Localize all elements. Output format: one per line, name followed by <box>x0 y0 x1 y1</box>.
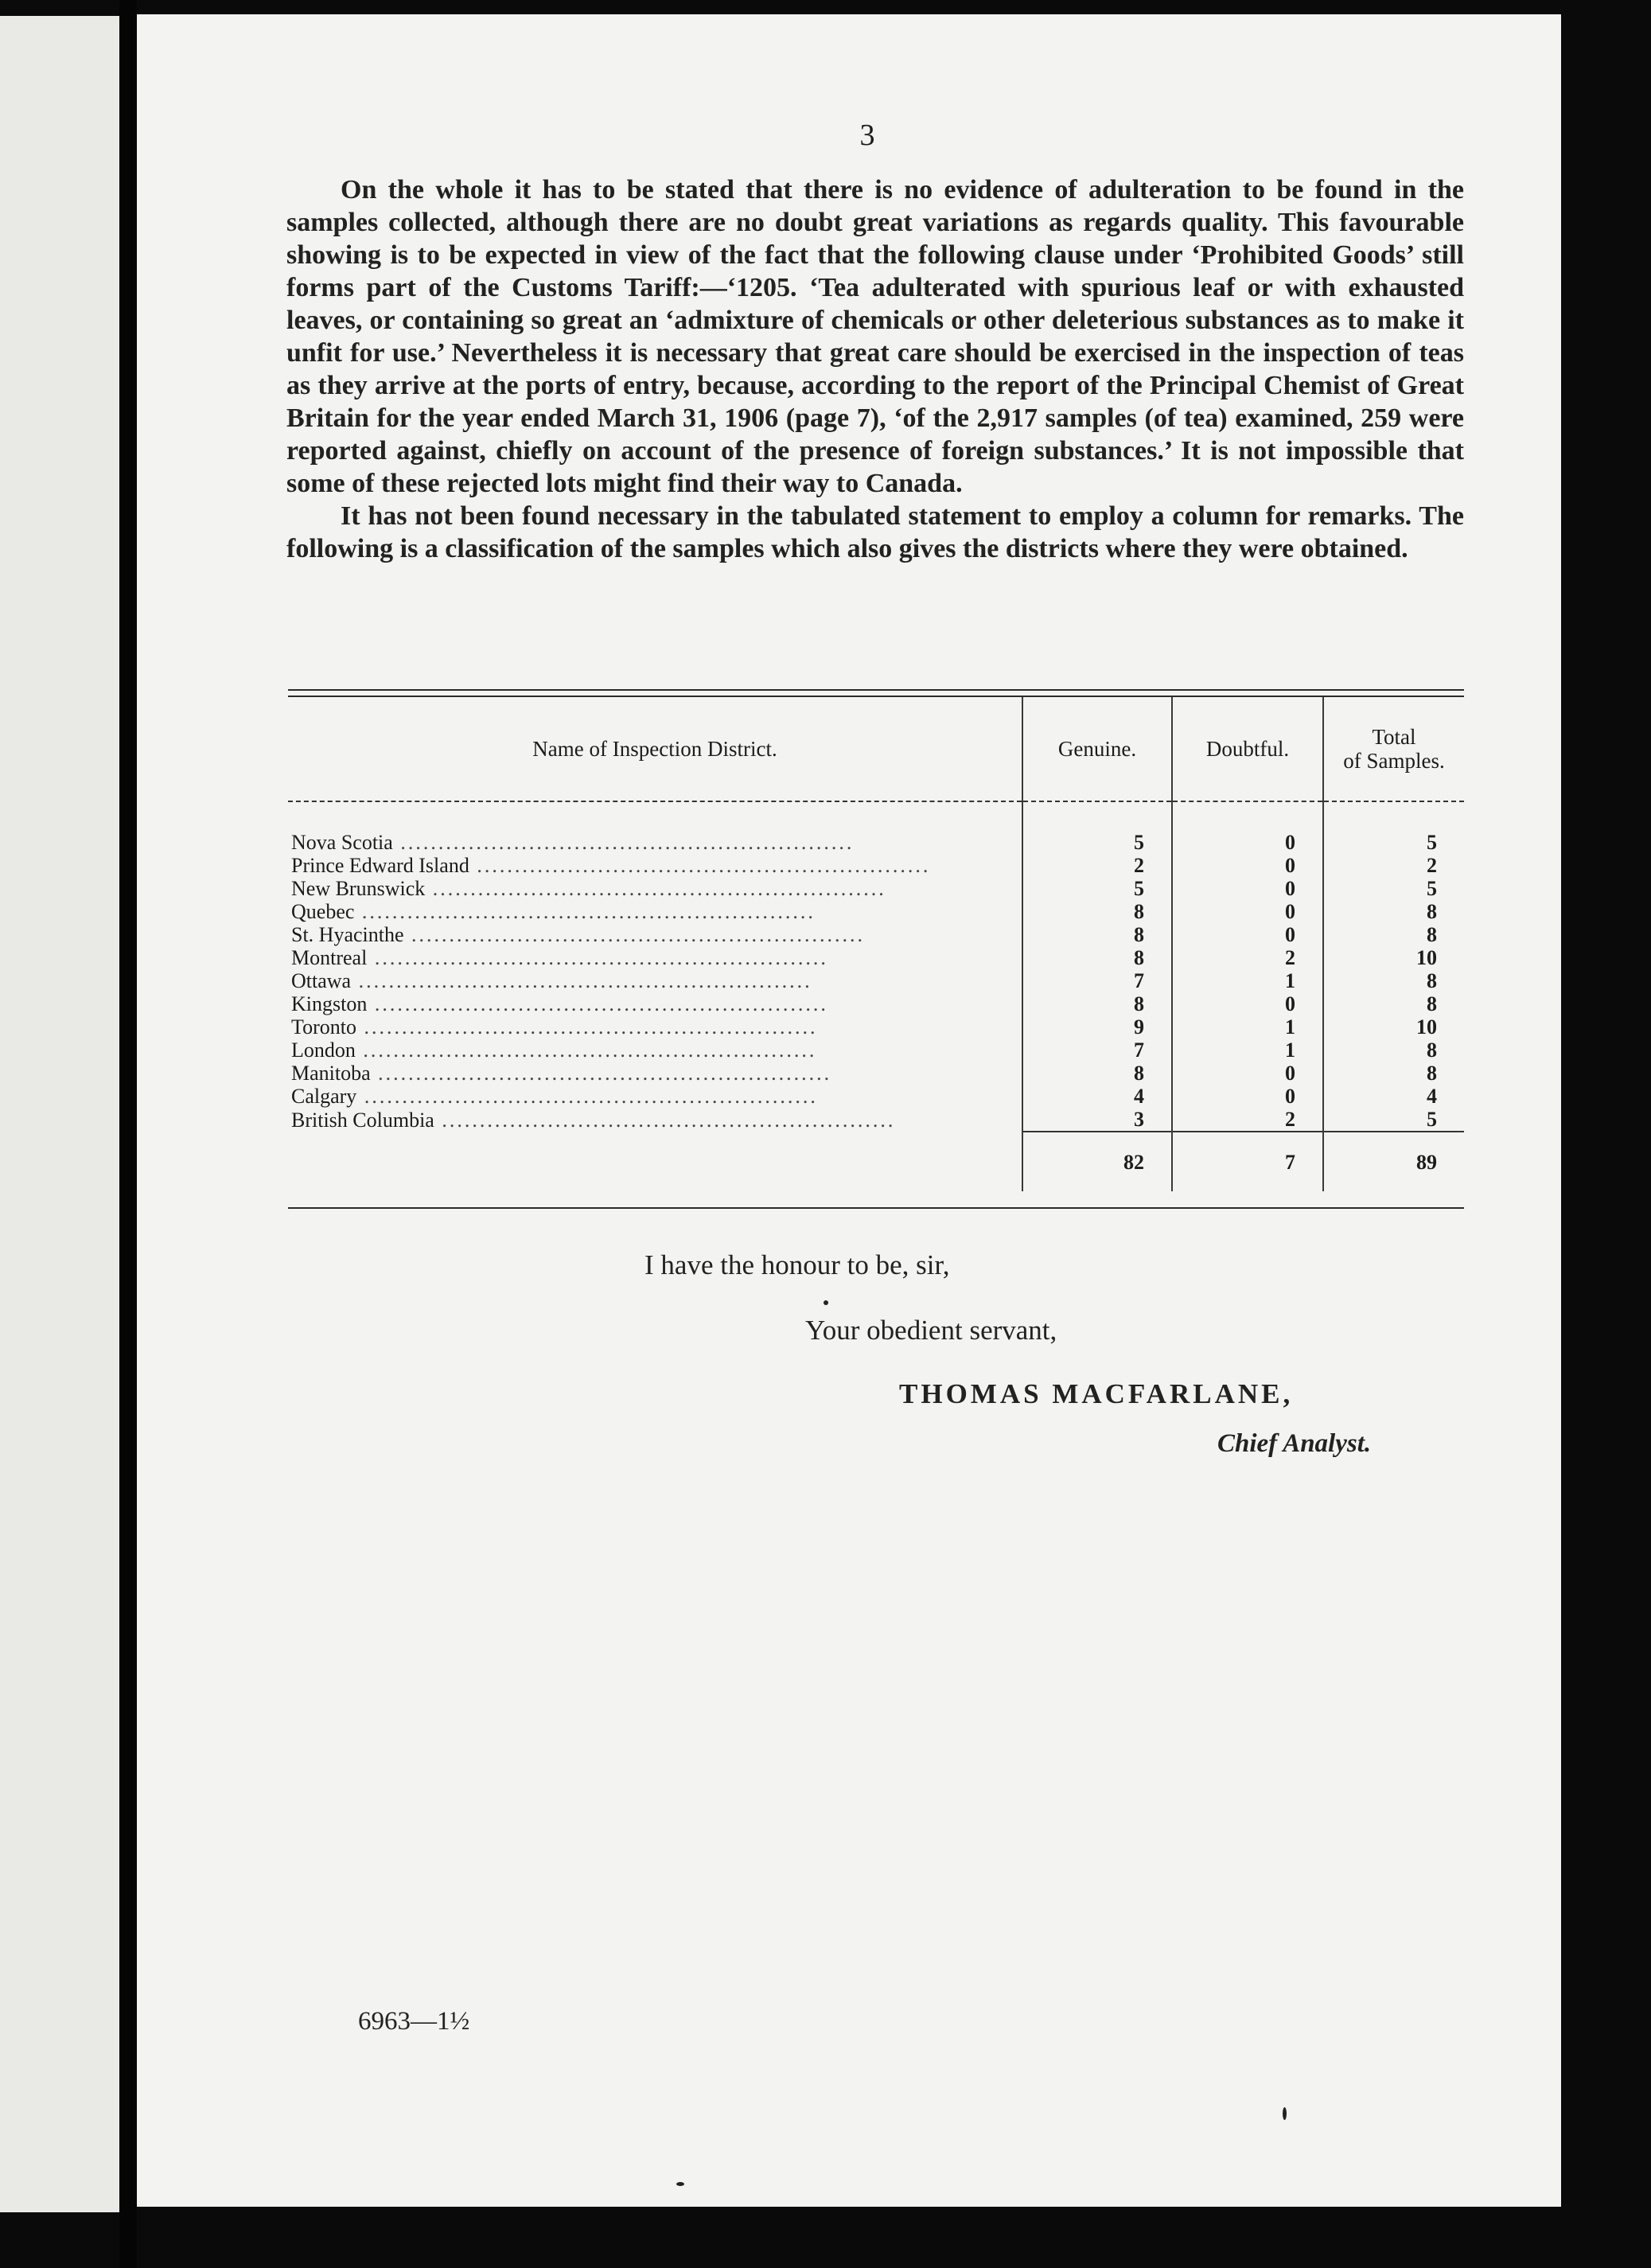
table-row <box>288 1015 1464 1039</box>
genuine-cell: 8 <box>1022 923 1172 946</box>
total-cell: 8 <box>1323 1039 1464 1062</box>
total-genuine-cell: 82 <box>1022 1132 1172 1191</box>
table-top-rule <box>288 689 1464 691</box>
table-row <box>288 900 1464 923</box>
district-name: Montreal <box>291 946 368 969</box>
genuine-cell: 3 <box>1022 1108 1172 1132</box>
district-name: British Columbia <box>291 1108 434 1132</box>
total-cell: 10 <box>1323 1015 1464 1039</box>
total-cell: 8 <box>1323 923 1464 946</box>
district-cell <box>288 1108 1022 1132</box>
district-name: London <box>291 1039 356 1062</box>
district-name: Prince Edward Island <box>291 854 469 877</box>
valediction: Your obedient servant, <box>805 1315 1057 1346</box>
leader-dots: ............................................................ <box>469 854 931 877</box>
leader-dots: ............................................................ <box>356 1085 818 1108</box>
totals-label-cell <box>288 1132 1022 1191</box>
doubtful-cell: 0 <box>1172 1062 1323 1085</box>
district-name: New Brunswick <box>291 877 426 900</box>
header-district: Name of Inspection District. <box>288 697 1022 801</box>
samples-table <box>288 697 1464 1191</box>
signature-title: Chief Analyst. <box>1217 1429 1372 1458</box>
district-cell <box>288 969 1022 992</box>
district-cell <box>288 1015 1022 1039</box>
ink-speck <box>824 1300 828 1305</box>
doubtful-cell: 2 <box>1172 946 1323 969</box>
genuine-cell: 8 <box>1022 992 1172 1015</box>
table-row <box>288 854 1464 877</box>
genuine-cell: 4 <box>1022 1085 1172 1108</box>
book-gutter <box>119 0 137 2268</box>
district-cell <box>288 992 1022 1015</box>
leader-dots: ............................................................ <box>351 969 812 992</box>
leader-dots: ............................................................ <box>392 831 855 854</box>
table-row <box>288 1085 1464 1108</box>
doubtful-cell: 0 <box>1172 1085 1323 1108</box>
genuine-cell: 8 <box>1022 900 1172 923</box>
district-cell <box>288 946 1022 969</box>
doubtful-cell: 1 <box>1172 969 1323 992</box>
doubtful-cell: 0 <box>1172 877 1323 900</box>
district-name: Calgary <box>291 1085 357 1108</box>
district-name: Quebec <box>291 900 355 923</box>
total-cell: 5 <box>1323 1108 1464 1132</box>
header-total <box>1323 697 1464 801</box>
genuine-cell: 2 <box>1022 854 1172 877</box>
district-name: Manitoba <box>291 1062 371 1085</box>
header-total-line2: of Samples. <box>1343 749 1445 773</box>
leader-dots: ............................................................ <box>356 1015 818 1039</box>
genuine-cell: 5 <box>1022 877 1172 900</box>
table-bottom-rule <box>288 1207 1464 1209</box>
table-row <box>288 877 1464 900</box>
body-text <box>286 173 1464 565</box>
leader-dots: ............................................................ <box>367 992 828 1015</box>
leader-dots: ............................................................ <box>354 900 816 923</box>
page-edge-border <box>1561 0 1651 2268</box>
genuine-cell: 5 <box>1022 801 1172 854</box>
paragraph-adulteration: On the whole it has to be stated that there is no evidence of adulteration to be found in the samples collected, although there are no doubt great variations as regards quality. This favourable showing is to be expected in view of the fact that the following clause under ‘Prohibited Goods’ still forms part of the Customs Tariff:—‘1205. ‘Tea adulterated with spurious leaf or with exhausted leaves, or containing so great an ‘admixture of chemicals or other deleterious substances as to make it unfit for use.’ Nevertheless it is necessary that great care should be exercised in the inspection of teas as they arrive at the ports of entry, because, according to the report of the Principal Chemist of Great Britain for the year ended March 31, 1906 (page 7), ‘of the 2,917 samples (of tea) examined, 259 were reported against, chiefly on account of the presence of foreign substances.’ It is not impossible that some of these rejected lots might find their way to Canada. <box>286 175 1464 498</box>
district-cell <box>288 877 1022 900</box>
paragraph-classification: It has not been found necessary in the tabulated statement to employ a column for remarks. The following is a classification of the samples which also gives the districts where they were obtained. <box>286 501 1464 563</box>
district-name: Nova Scotia <box>291 831 393 854</box>
table-row <box>288 969 1464 992</box>
genuine-cell: 8 <box>1022 1062 1172 1085</box>
table-body <box>288 801 1464 1191</box>
district-cell <box>288 1085 1022 1108</box>
district-cell <box>288 1062 1022 1085</box>
district-cell <box>288 854 1022 877</box>
genuine-cell: 9 <box>1022 1015 1172 1039</box>
district-name: Ottawa <box>291 969 352 992</box>
doubtful-cell: 0 <box>1172 900 1323 923</box>
table-row <box>288 1108 1464 1132</box>
total-cell: 8 <box>1323 969 1464 992</box>
signature-name: THOMAS MACFARLANE, <box>899 1378 1294 1409</box>
leader-dots: ............................................................ <box>403 923 866 946</box>
leader-dots: ............................................................ <box>367 946 828 969</box>
total-cell: 8 <box>1323 992 1464 1015</box>
district-name: St. Hyacinthe <box>291 923 404 946</box>
closing-line: I have the honour to be, sir, <box>644 1249 950 1280</box>
total-cell: 4 <box>1323 1085 1464 1108</box>
genuine-cell: 8 <box>1022 946 1172 969</box>
table-totals-row <box>288 1132 1464 1191</box>
doubtful-cell: 1 <box>1172 1015 1323 1039</box>
total-samples-cell: 89 <box>1323 1132 1464 1191</box>
total-cell: 10 <box>1323 946 1464 969</box>
ink-speck <box>1283 2107 1287 2120</box>
table-header-row <box>288 697 1464 801</box>
district-name: Toronto <box>291 1015 356 1039</box>
district-cell <box>288 801 1022 854</box>
doubtful-cell: 2 <box>1172 1108 1323 1132</box>
header-doubtful: Doubtful. <box>1172 697 1323 801</box>
doubtful-cell: 0 <box>1172 923 1323 946</box>
doubtful-cell: 1 <box>1172 1039 1323 1062</box>
total-cell: 5 <box>1323 877 1464 900</box>
ink-speck <box>676 2182 684 2186</box>
leader-dots: ............................................................ <box>425 877 886 900</box>
table-row <box>288 801 1464 854</box>
total-cell: 2 <box>1323 854 1464 877</box>
genuine-cell: 7 <box>1022 1039 1172 1062</box>
header-genuine: Genuine. <box>1022 697 1172 801</box>
district-cell <box>288 900 1022 923</box>
district-cell <box>288 1039 1022 1062</box>
header-total-line1: Total <box>1372 725 1416 749</box>
total-doubtful-cell: 7 <box>1172 1132 1323 1191</box>
samples-table-section <box>288 689 1464 1209</box>
left-facing-page <box>0 16 119 2212</box>
leader-dots: ............................................................ <box>355 1039 817 1062</box>
table-row <box>288 992 1464 1015</box>
table-row <box>288 1039 1464 1062</box>
doubtful-cell: 0 <box>1172 854 1323 877</box>
page-number: 3 <box>859 119 875 152</box>
total-cell: 5 <box>1323 801 1464 854</box>
total-cell: 8 <box>1323 900 1464 923</box>
total-cell: 8 <box>1323 1062 1464 1085</box>
district-name: Kingston <box>291 992 368 1015</box>
doubtful-cell: 0 <box>1172 801 1323 854</box>
leader-dots: ............................................................ <box>434 1108 896 1132</box>
table-row <box>288 923 1464 946</box>
leader-dots: ............................................................ <box>370 1062 832 1085</box>
footer-code: 6963—1½ <box>358 2007 470 2036</box>
district-cell <box>288 923 1022 946</box>
doubtful-cell: 0 <box>1172 992 1323 1015</box>
genuine-cell: 7 <box>1022 969 1172 992</box>
table-row <box>288 1062 1464 1085</box>
table-row <box>288 946 1464 969</box>
